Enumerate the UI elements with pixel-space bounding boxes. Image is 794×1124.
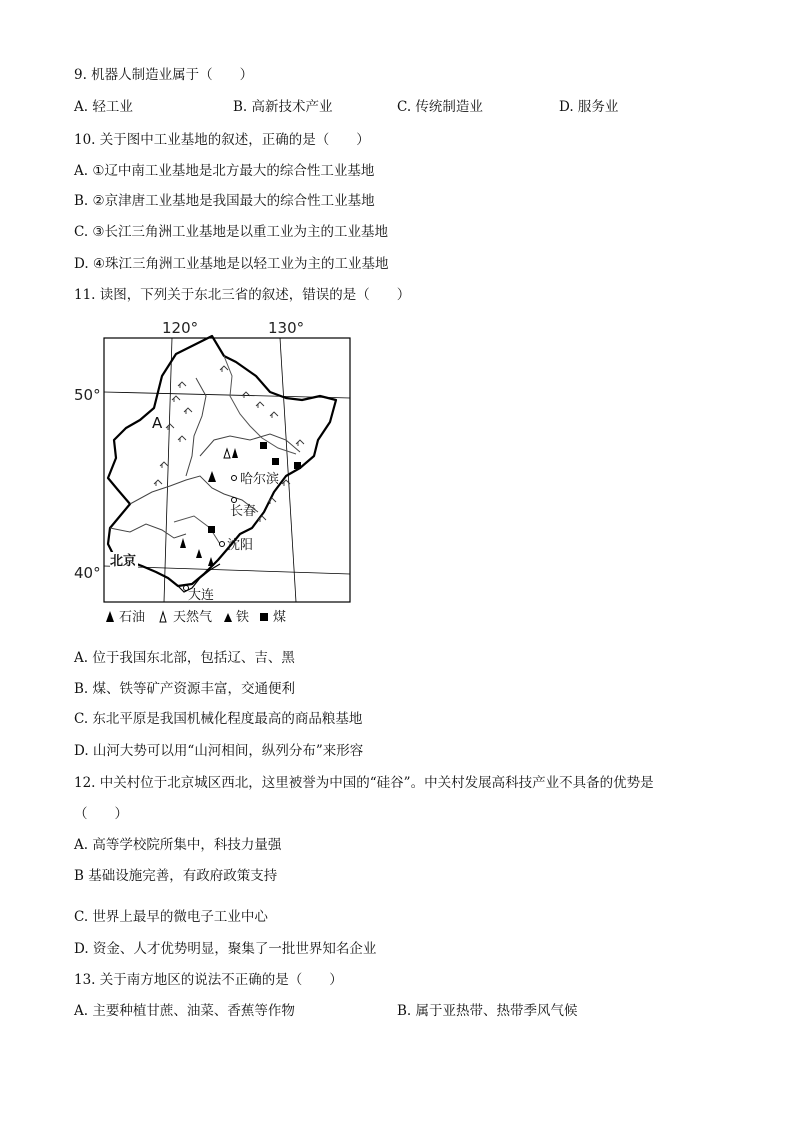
shenyang-marker <box>220 542 225 547</box>
q9-option-a: A. 轻工业 <box>74 99 133 115</box>
q9-stem: 9. 机器人制造业属于（ ） <box>74 67 254 83</box>
q11-option-b: B. 煤、铁等矿产资源丰富，交通便利 <box>74 681 296 697</box>
q13-option-b: B. 属于亚热带、热带季风气候 <box>397 1003 578 1019</box>
q12-stem-cont: （ ） <box>74 806 128 822</box>
q10-option-c: C. ③长江三角洲工业基地是以重工业为主的工业基地 <box>74 224 389 240</box>
q11-option-a: A. 位于我国东北部，包括辽、吉、黑 <box>74 650 295 666</box>
q10-option-b: B. ②京津唐工业基地是我国最大的综合性工业基地 <box>74 193 375 209</box>
gas-icon <box>224 449 230 458</box>
legend-oil: 石油 <box>119 610 146 625</box>
northeast-china-map <box>74 316 374 630</box>
legend-iron: 铁 <box>236 610 250 625</box>
map-frame <box>104 338 350 602</box>
coal-icon <box>272 458 279 465</box>
city-beijing: 北京 <box>110 554 137 569</box>
harbin-marker <box>232 476 237 481</box>
lat-label-40: 40° <box>74 564 101 582</box>
iron-icon <box>196 549 202 558</box>
changchun-marker <box>232 498 237 503</box>
lat-label-50: 50° <box>74 386 101 404</box>
iron-icon <box>224 613 232 622</box>
oil-icon <box>208 471 216 482</box>
q10-option-d: D. ④珠江三角洲工业基地是以轻工业为主的工业基地 <box>74 256 389 272</box>
hebei-boundary <box>110 524 186 538</box>
coal-icon <box>260 613 268 621</box>
lon-label-130: 130° <box>268 319 305 337</box>
q12-option-b: B 基础设施完善，有政府政策支持 <box>74 868 278 884</box>
inner-mongolia-boundary <box>186 378 206 476</box>
q10-stem: 10. 关于图中工业基地的叙述，正确的是（ ） <box>74 132 370 148</box>
coal-icon <box>260 442 267 449</box>
city-dalian: 大连 <box>188 588 215 603</box>
q13-option-a: A. 主要种植甘蔗、油菜、香蕉等作物 <box>74 1003 295 1019</box>
city-shenyang: 沈阳 <box>227 538 254 553</box>
oil-icon <box>180 538 186 548</box>
mountain-symbols <box>154 366 304 522</box>
city-harbin: 哈尔滨 <box>240 472 280 487</box>
oil-icon <box>232 448 238 458</box>
hlj-jilin-boundary <box>200 434 300 456</box>
q12-stem: 12. 中关村位于北京城区西北，这里被誉为中国的“硅谷”。中关村发展高科技产业不具备的优势是 <box>74 775 654 791</box>
oil-icon <box>106 611 114 622</box>
q11-stem: 11. 读图，下列关于东北三省的叙述，错误的是（ ） <box>74 287 411 303</box>
meridian-130 <box>280 338 296 602</box>
coal-icon <box>208 526 215 533</box>
northeast-outline <box>108 336 336 586</box>
q12-option-c: C. 世界上最早的微电子工业中心 <box>74 909 268 925</box>
coal-icon <box>294 462 301 469</box>
q11-option-c: C. 东北平原是我国机械化程度最高的商品粮基地 <box>74 711 363 727</box>
q12-option-a: A. 高等学校院所集中，科技力量强 <box>74 837 282 853</box>
meridian-120 <box>164 338 172 602</box>
q13-stem: 13. 关于南方地区的说法不正确的是（ ） <box>74 972 343 988</box>
q9-option-d: D. 服务业 <box>559 99 619 115</box>
q9-option-b: B. 高新技术产业 <box>233 99 333 115</box>
legend-coal: 煤 <box>273 610 287 625</box>
region-label-a: A <box>152 414 163 432</box>
iron-icon <box>208 557 214 566</box>
city-changchun: 长春 <box>230 504 257 519</box>
gas-icon <box>160 612 166 622</box>
legend-gas: 天然气 <box>173 610 213 625</box>
map-legend <box>106 609 286 625</box>
q11-option-d: D. 山河大势可以用“山河相间，纵列分布”来形容 <box>74 743 364 759</box>
q12-option-d: D. 资金、人才优势明显，聚集了一批世界知名企业 <box>74 941 377 957</box>
lon-label-120: 120° <box>162 319 199 337</box>
q10-option-a: A. ①辽中南工业基地是北方最大的综合性工业基地 <box>74 163 375 179</box>
parallel-40 <box>104 566 350 574</box>
q9-option-c: C. 传统制造业 <box>397 99 483 115</box>
